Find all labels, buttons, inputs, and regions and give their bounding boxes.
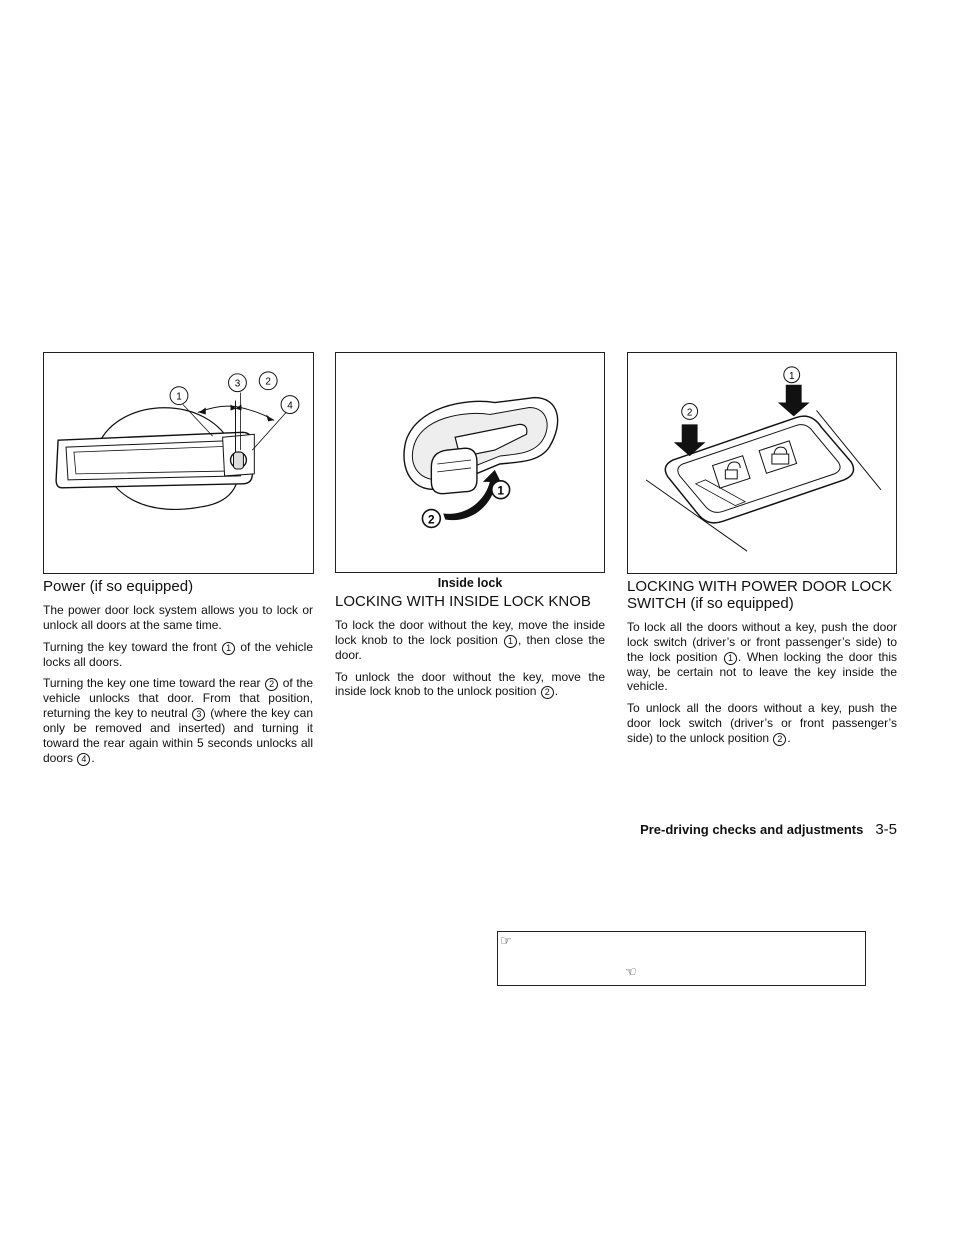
column-inside-lock [335, 593, 605, 706]
figure-inside-lock [335, 352, 605, 573]
figure-power-lock-switch [627, 352, 897, 574]
figure-door-handle-key [43, 352, 314, 574]
paragraph: To unlock all the doors without a key, push the door lock switch (driver’s or front passenger’s side) to the unlock position 2 . [627, 701, 897, 745]
circled-number: 3 [192, 708, 205, 721]
svg-text:1: 1 [176, 391, 182, 403]
circled-number: 1 [504, 635, 517, 648]
column-power-switch [627, 578, 897, 753]
svg-text:1: 1 [788, 370, 795, 382]
pointing-hand-left-icon: ☜ [625, 964, 637, 979]
label-4 [281, 396, 299, 414]
section-heading: Power (if so equipped) [43, 578, 194, 595]
circled-number: 1 [222, 642, 235, 655]
note-box [497, 931, 866, 986]
label-1 [170, 387, 188, 405]
label-1 [492, 481, 510, 499]
power-lock-switch-illustration [628, 353, 896, 573]
page-number: 3-5 [875, 821, 897, 838]
page-footer [560, 821, 897, 838]
section-heading: LOCKING WITH POWER DOOR LOCK SWITCH (if so equipped) [627, 578, 893, 612]
svg-text:2: 2 [686, 407, 693, 419]
svg-text:2: 2 [265, 376, 271, 388]
paragraph: To unlock the door without the key, move the inside lock knob to the unlock position 2 . [335, 669, 605, 699]
figure-caption: Inside lock [437, 576, 503, 590]
label-2 [682, 404, 698, 420]
svg-text:3: 3 [234, 378, 241, 390]
circled-number: 2 [541, 686, 554, 699]
door-handle-illustration [44, 353, 313, 573]
circled-number: 2 [773, 733, 786, 746]
section-heading: LOCKING WITH INSIDE LOCK KNOB [335, 593, 591, 610]
label-2 [422, 510, 440, 528]
label-1 [784, 367, 800, 383]
pointing-hand-icon: ☞ [500, 933, 512, 948]
circled-number: 1 [724, 652, 737, 665]
svg-text:4: 4 [287, 400, 293, 412]
circled-number: 4 [77, 753, 90, 766]
paragraph: To lock all the doors without a key, push the door lock switch (driver’s or front passenger’s side) to the lock position 1 . When locking the door this way, be certain not to leave the key inside the vehicle. [627, 620, 898, 694]
label-2 [259, 372, 277, 390]
svg-text:2: 2 [428, 512, 435, 527]
paragraph: Turning the key toward the front 1 of the vehicle locks all doors. [43, 639, 314, 669]
paragraph: Turning the key one time toward the rear 2 of the vehicle unlocks that door. From that position, returning the key to neutral 3 (where the key can only be removed and inserted) and turning it toward the rear again within 5 seconds unlocks all doors 4 . [43, 676, 314, 765]
paragraph: To lock the door without the key, move the inside lock knob to the lock position 1 , then close the door. [335, 618, 606, 662]
paragraph: The power door lock system allows you to lock or unlock all doors at the same time. [43, 603, 313, 632]
circled-number: 2 [265, 678, 278, 691]
svg-text:1: 1 [497, 483, 505, 498]
section-title: Pre-driving checks and adjustments [640, 822, 864, 837]
label-3 [229, 374, 247, 392]
inside-lock-illustration [336, 353, 604, 572]
column-power [43, 578, 313, 773]
